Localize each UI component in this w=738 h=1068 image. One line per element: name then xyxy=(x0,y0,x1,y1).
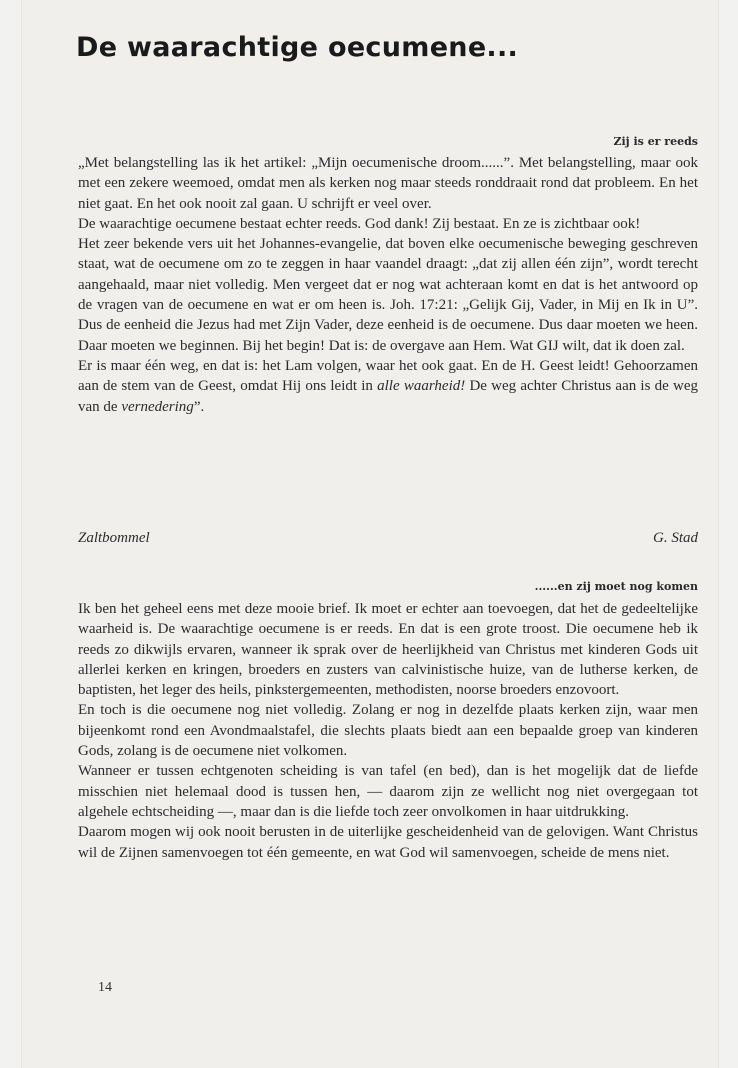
signature-line xyxy=(78,530,698,547)
paragraph: Daarom mogen wij ook nooit berusten in de uiterlijke gescheidenheid van de gelovigen. Want Christus wil de Zijnen samenvoegen tot één gemeente, en wat God wil samenvoegen, scheide de mens niet. xyxy=(78,824,698,861)
paragraph: De waarachtige oecumene bestaat echter reeds. God dank! Zij bestaat. En ze is zichtbaar ook! xyxy=(78,215,641,232)
section-heading-2: ......en zij moet nog komen xyxy=(534,580,698,593)
signature-place: Zaltbommel xyxy=(78,530,150,546)
paragraph-text: Er is maar één weg, en dat is: het Lam volgen, waar het ook gaat. En de H. Geest leidt! Gehoorzamen aan de stem van de Geest, omdat Hij ons leidt in xyxy=(78,357,698,395)
paragraph: „Met belangstelling las ik het artikel: „Mijn oecumenische droom......”. Met belangstelling, maar ook met een zekere weemoed, omdat men als kerken nog maar steeds ronddraait rond dat probleem. En het niet gaat. En het ook nooit zal gaan. U schrijft er veel over. xyxy=(78,155,698,212)
article-title: De waarachtige oecumene... xyxy=(76,32,519,63)
paragraph: En toch is die oecumene nog niet volledig. Zolang er nog in dezelfde plaats kerken zijn, waar men bijeenkomt rond een Avondmaalstafel, die slechts plaats biedt aan een bepaalde groep van kinderen Gods, zolang is de oecumene niet volkomen. xyxy=(78,702,698,760)
paragraph-text: ”. xyxy=(193,398,205,415)
paragraph-last xyxy=(78,356,698,417)
section-1-body xyxy=(78,153,698,417)
paragraph-text: De weg achter Christus aan is de weg van de xyxy=(78,378,698,415)
emphasis-text: vernedering xyxy=(121,398,194,415)
paragraph: Wanneer er tussen echtgenoten scheiding is van tafel (en bed), dan is het mogelijk dat de liefde misschien niet helemaal dood is tussen hen, — daarom zijn ze wellicht nog niet overgegaan tot algehele echtscheiding —, maar dan is die liefde toch zeer onvolkomen in haar uitdrukking. xyxy=(78,763,698,820)
emphasis-text: alle waarheid! xyxy=(377,378,466,395)
page-number: 14 xyxy=(98,980,112,995)
section-2-body xyxy=(78,599,698,863)
section-heading-1: Zij is er reeds xyxy=(613,135,698,148)
signature-author: G. Stad xyxy=(653,530,698,546)
paragraph: Het zeer bekende vers uit het Johannes-evangelie, dat boven elke oecumenische beweging geschreven staat, wat de oecumene om zo te zeggen in haar vaandel draagt: „dat zij allen één zijn”, wordt terecht aangehaald, maar niet volledig. Men vergeet dat er nog wat achteraan komt en dat is het antwoord op de vragen van de oecumene en wat er om heen is. Joh. 17:21: „Gelijk Gij, Vader, in Mij en Ik in U”. Dus de eenheid die Jezus had met Zijn Vader, deze eenheid is de oecumene. Dus daar moeten we heen. Daar moeten we beginnen. Bij het begin! Dat is: de overgave aan Hem. Wat GIJ wilt, dat ik doen zal. xyxy=(78,236,698,354)
paragraph: Ik ben het geheel eens met deze mooie brief. Ik moet er echter aan toevoegen, dat het de gedeeltelijke waarheid is. De waarachtige oecumene is er reeds. En dat is een grote troost. Die oecumene heb ik reeds zo dikwijls ervaren, wanneer ik sprak over de heerlijkheid van Christus met kinderen Gods uit allerlei kerken en kringen, broeders en zusters van calvinistische huize, van de lutherse kerken, de baptisten, het leger des heils, pinkstergemeenten, methodisten, noorse broeders enzovoort. xyxy=(78,601,698,699)
